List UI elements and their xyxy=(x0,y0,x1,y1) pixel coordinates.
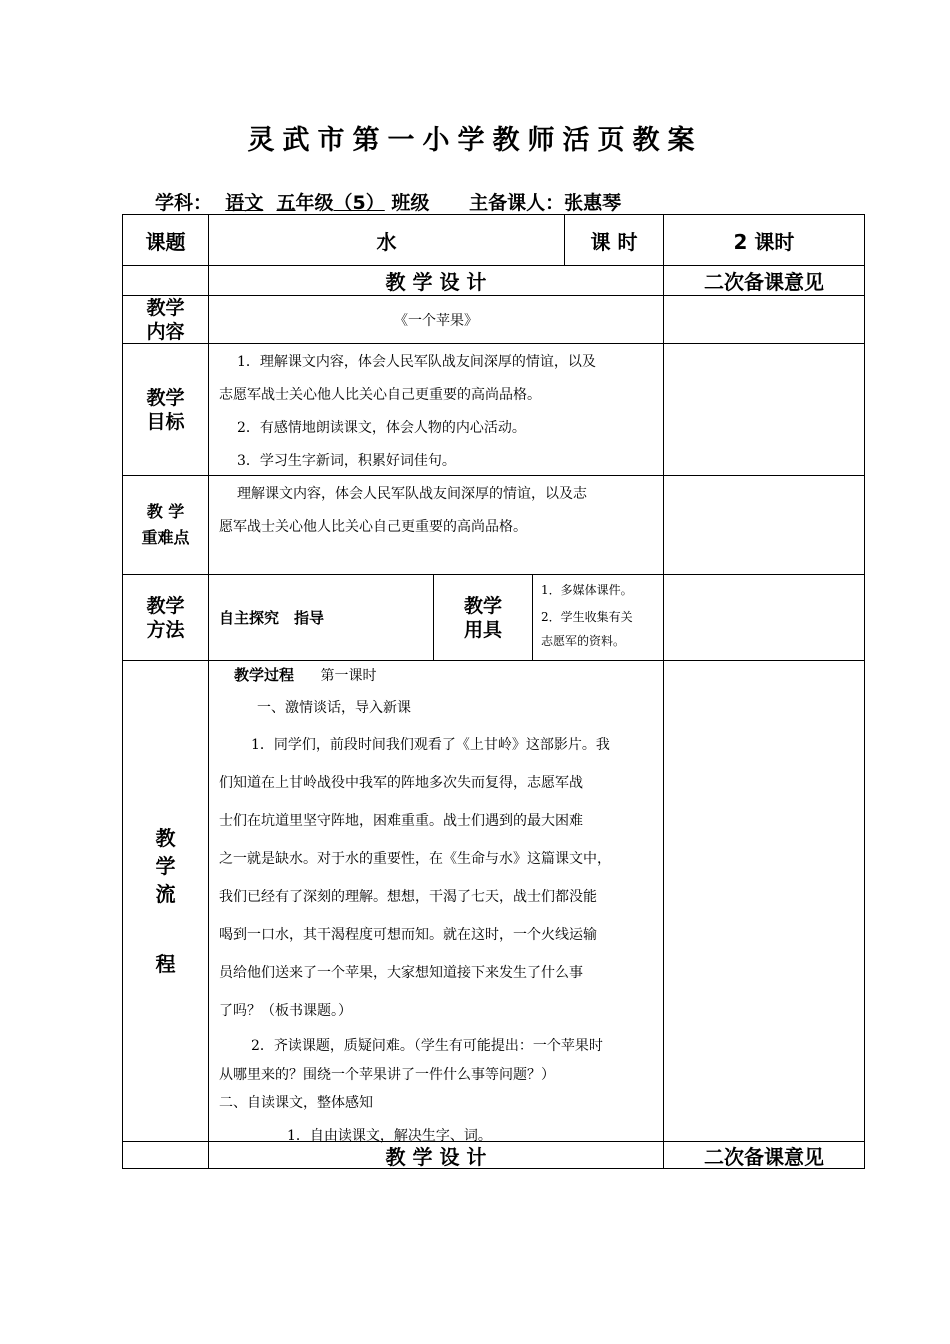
process-line: 员给他们送来了一个苹果，大家想知道接下来发生了什么事 xyxy=(219,965,583,981)
grade-number: 五 xyxy=(276,192,296,214)
process-line: 2．齐读课题，质疑问难。（学生有可能提出：一个苹果时 xyxy=(251,1038,603,1054)
tool-line: 志愿军的资料。 xyxy=(541,634,626,648)
keypoint-line: 理解课文内容，体会人民军队战友间深厚的情谊，以及志 xyxy=(237,486,587,502)
tools-content xyxy=(532,574,664,661)
class-number: （5） xyxy=(333,192,385,214)
method-review xyxy=(663,574,865,661)
review-header: 二次备课意见 xyxy=(663,265,865,296)
process-label-bottom: 程 xyxy=(155,952,176,976)
keypoints-label: 教 学 重难点 xyxy=(122,475,209,575)
process-label xyxy=(122,660,209,1142)
keypoints-review xyxy=(663,475,865,575)
header-spacer xyxy=(122,265,209,296)
hours-label: 课 时 xyxy=(564,214,664,266)
process-heading: 教学过程 xyxy=(234,666,295,684)
tool-line: 2．学生收集有关 xyxy=(541,610,633,624)
process-review xyxy=(663,660,865,1142)
keypoint-line: 愿军战士关心他人比关心自己更重要的高尚品格。 xyxy=(219,519,527,535)
topic-value: 水 xyxy=(208,214,565,266)
goals-label: 教学目标 xyxy=(122,343,209,476)
design-header: 教 学 设 计 xyxy=(208,265,664,296)
lesson-plan-table xyxy=(122,214,865,1168)
process-line: 二、自读课文，整体感知 xyxy=(219,1095,373,1111)
goals-content xyxy=(208,343,664,476)
process-line: 喝到一口水，其干渴程度可想而知。就在这时，一个火线运输 xyxy=(219,927,597,943)
process-line: 了吗？（板书课题。） xyxy=(219,1003,352,1019)
subject-value: 语文 xyxy=(225,192,264,214)
subject-label: 学科： xyxy=(155,192,213,214)
tools-label: 教学用具 xyxy=(433,574,533,661)
content-value: 《一个苹果》 xyxy=(208,295,664,344)
process-line: 一、激情谈话，导入新课 xyxy=(257,700,411,716)
process-line: 从哪里来的？围绕一个苹果讲了一件什么事等问题？） xyxy=(219,1067,555,1083)
process-label-top: 教学流 xyxy=(155,826,176,906)
process-line: 1．同学们，前段时间我们观看了《上甘岭》这部影片。我 xyxy=(251,737,610,753)
goal-line: 1．理解课文内容，体会人民军队战友间深厚的情谊，以及 xyxy=(237,354,596,370)
design-header-repeat: 教 学 设 计 xyxy=(208,1141,664,1169)
topic-label: 课题 xyxy=(122,214,209,266)
header-meta xyxy=(155,188,621,215)
content-review xyxy=(663,295,865,344)
process-line: 1．自由读课文，解决生字、词。 xyxy=(287,1128,492,1144)
goal-line: 3．学习生字新词，积累好词佳句。 xyxy=(237,453,456,469)
grade-label: 年级 xyxy=(295,192,334,214)
hours-value: 2 课时 xyxy=(663,214,865,266)
goals-review xyxy=(663,343,865,476)
process-content xyxy=(208,660,664,1142)
page-title: 灵武市第一小学教师活页教案 xyxy=(247,125,703,156)
goal-line: 2．有感情地朗读课文，体会人物的内心活动。 xyxy=(237,420,526,436)
process-line: 们知道在上甘岭战役中我军的阵地多次失而复得，志愿军战 xyxy=(219,775,583,791)
review-header-repeat: 二次备课意见 xyxy=(663,1141,865,1169)
footer-spacer xyxy=(122,1141,209,1169)
method-value: 自主探究 指导 xyxy=(208,574,434,661)
process-session: 第一课时 xyxy=(320,668,377,684)
process-line: 我们已经有了深刻的理解。想想，干渴了七天，战士们都没能 xyxy=(219,889,597,905)
teacher-label: 主备课人： xyxy=(469,192,565,214)
keypoints-content xyxy=(208,475,664,575)
goal-line: 志愿军战士关心他人比关心自己更重要的高尚品格。 xyxy=(219,387,541,403)
process-line: 之一就是缺水。对于水的重要性，在《生命与水》这篇课文中， xyxy=(219,851,611,867)
teacher-name: 张惠琴 xyxy=(564,192,622,214)
class-label: 班级 xyxy=(391,192,430,214)
process-line: 士们在坑道里坚守阵地，困难重重。战士们遇到的最大困难 xyxy=(219,813,583,829)
tool-line: 1．多媒体课件。 xyxy=(541,583,633,597)
method-label: 教学方法 xyxy=(122,574,209,661)
content-label: 教学内容 xyxy=(122,295,209,344)
